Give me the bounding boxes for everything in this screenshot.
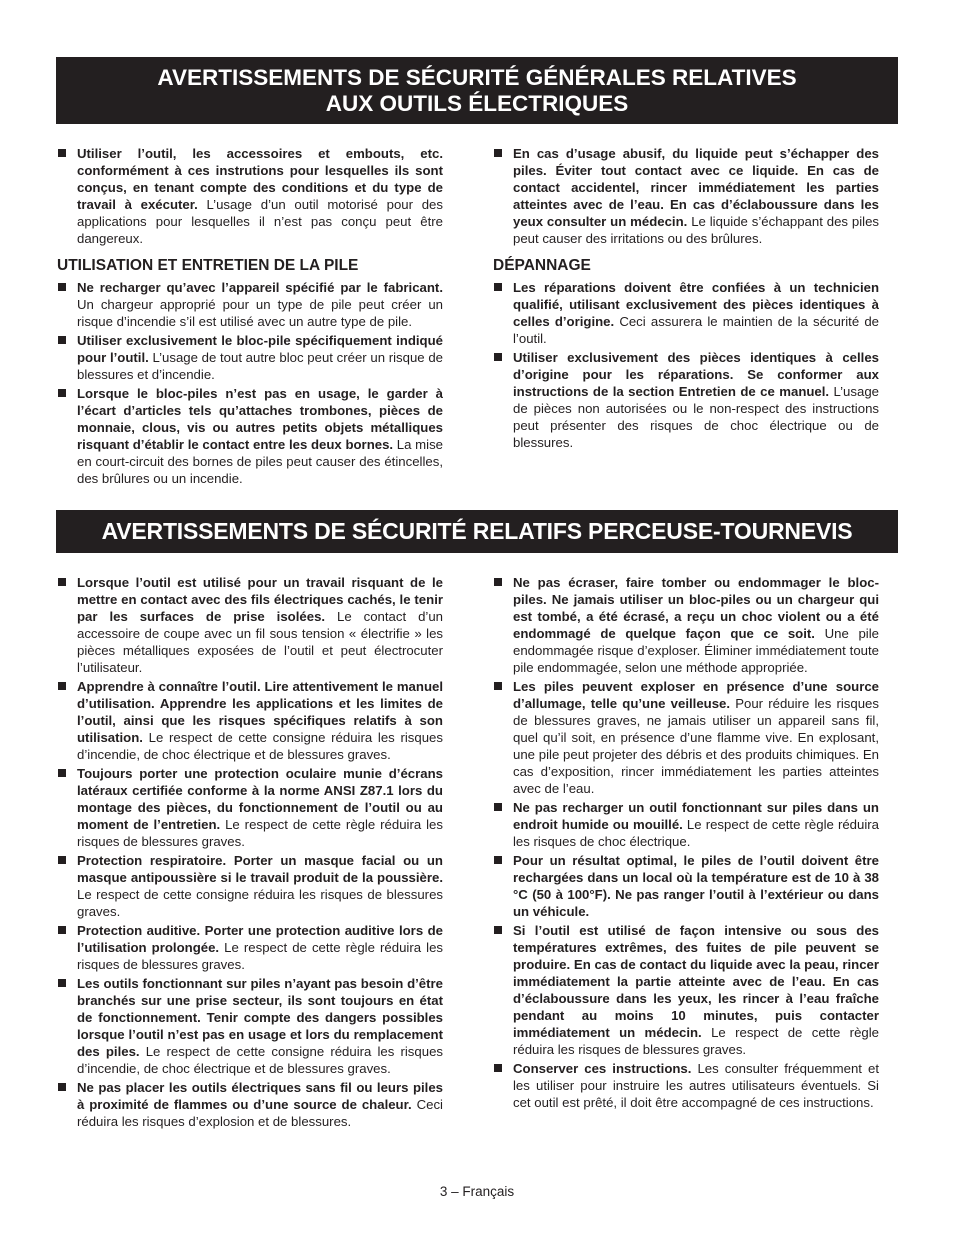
item-bold-text: Pour un résultat optimal, le piles de l’outil doivent être rechargées dans un local où la température est de 10 à 38 °C (50 à 100°F). Ne pas ranger l’outil à l’extérieur ou dans un véhicule. bbox=[513, 853, 879, 919]
item-bold-text: Utiliser exclusivement le bloc-pile spécifiquement indiqué pour l’outil. bbox=[77, 333, 443, 365]
item-text: Le respect de cette règle réduira les risques de blessures graves. bbox=[513, 1025, 879, 1057]
list-item bbox=[57, 852, 443, 920]
list-item bbox=[57, 574, 443, 676]
page-footer: 3 – Français bbox=[439, 1184, 515, 1199]
list-item bbox=[57, 279, 443, 330]
item-text: Le respect de cette règle réduira les risques de choc électrique. bbox=[513, 817, 879, 849]
section2-left-column bbox=[57, 574, 443, 1132]
section2-title: AVERTISSEMENTS DE SÉCURITÉ RELATIFS PERCEUSE-TOURNEVIS bbox=[101, 518, 853, 544]
item-bold-text: Lorsque le bloc-piles n’est pas en usage, le garder à l’écart d’articles tels qu’attaches trombones, pièces de monnaie, clous, vis ou autres petits objets métalliques risquant d’établir le contact entre les deux bornes. bbox=[77, 386, 443, 452]
item-bold-text: Ne pas recharger un outil fonctionnant sur piles dans un endroit humide ou mouillé. bbox=[513, 800, 879, 832]
liquid-list bbox=[493, 145, 879, 247]
list-item bbox=[57, 332, 443, 383]
square-bullet-icon bbox=[58, 336, 66, 344]
item-bold-text: Conserver ces instructions. bbox=[513, 1061, 692, 1076]
square-bullet-icon bbox=[58, 1083, 66, 1091]
square-bullet-icon bbox=[494, 353, 502, 361]
item-text: Ceci réduira les risques d’explosion et de blessures. bbox=[77, 1097, 443, 1129]
depannage-heading: DÉPANNAGE bbox=[493, 257, 591, 274]
item-bold-text: Apprendre à connaître l’outil. Lire attentivement le manuel d’utilisation. Apprendre les applications et les limites de l’outil, ainsi que les risques spécifiques relatifs à son utilisation. bbox=[77, 679, 443, 745]
square-bullet-icon bbox=[58, 682, 66, 690]
item-bold-text: En cas d’usage abusif, du liquide peut s’échapper des piles. Éviter tout contact avec ce liquide. En cas de contact accidentel, rincer immédiatement les parties atteintes avec de l’eau. En cas d’éclaboussure dans les yeux consulter un médecin. bbox=[513, 146, 879, 229]
item-text: Une pile endommagée risque d’exploser. Éliminer immédiatement toute pile endommagée, selon une méthode appropriée. bbox=[513, 626, 879, 675]
square-bullet-icon bbox=[58, 856, 66, 864]
list-item bbox=[493, 279, 879, 347]
item-bold-text: Protection respiratoire. Porter un masque facial ou un masque antipoussière si le travail produit de la poussière. bbox=[77, 853, 443, 885]
item-text: Le respect de cette consigne réduira les risques de blessures graves. bbox=[77, 887, 443, 919]
list-item bbox=[493, 1060, 879, 1111]
list-item bbox=[493, 799, 879, 850]
list-item bbox=[57, 922, 443, 973]
list-item bbox=[57, 975, 443, 1077]
item-bold-text: Les piles peuvent exploser en présence d’une source d’allumage, telle qu’une veilleuse. bbox=[513, 679, 879, 711]
list-item bbox=[493, 678, 879, 797]
list-item bbox=[57, 145, 443, 247]
list-item bbox=[493, 349, 879, 451]
item-text: Ceci assurera le maintien de la sécurité de l’outil. bbox=[513, 314, 879, 346]
square-bullet-icon bbox=[58, 926, 66, 934]
item-bold-text: Protection auditive. Porter une protection auditive lors de l’utilisation prolongée. bbox=[77, 923, 443, 955]
item-bold-text: Utiliser l’outil, les accessoires et embouts, etc. conformément à ces instrutions pour lesquelles ils sont conçus, en tenant compte des conditions et du type de travail à exécuter. bbox=[77, 146, 443, 212]
item-text: Le respect de cette règle réduira les risques de blessures graves. bbox=[77, 817, 443, 849]
battery-list bbox=[57, 279, 443, 487]
section1-title-line2: AUX OUTILS ÉLECTRIQUES bbox=[325, 91, 629, 116]
square-bullet-icon bbox=[58, 283, 66, 291]
list-item bbox=[493, 922, 879, 1058]
item-text: Les consulter fréquemment et les utiliser pour instruire les autres utilisateurs éventuels. Si cet outil est prêté, il doit être accompagné de ces instructions. bbox=[513, 1061, 879, 1110]
square-bullet-icon bbox=[494, 149, 502, 157]
square-bullet-icon bbox=[494, 283, 502, 291]
drill-safety-list-right bbox=[493, 574, 879, 1111]
item-bold-text: Si l’outil est utilisé de façon intensive ou sous des températures extrêmes, des fuites de pile peuvent se produire. En cas de contact du liquide avec la peau, rincer immédiatement la partie atteinte avec de l’eau. En cas d’éclaboussure dans les yeux, les rincer à l’eau fraîche pendant au moins 10 minutes, puis contacter immédiatement un médecin. bbox=[513, 923, 879, 1040]
item-text: L’usage de pièces non autorisées ou le non-respect des instructions peut présenter des risques de choc électrique ou de blessures. bbox=[513, 384, 879, 450]
item-bold-text: Les outils fonctionnant sur piles n’ayant pas besoin d’être branchés sur une prise secteur, ils sont toujours en état de fonctionnement. Tenir compte des dangers possibles lorsque l’outil n’est pas en usage et lors du remplacement des piles. bbox=[77, 976, 443, 1059]
square-bullet-icon bbox=[58, 769, 66, 777]
drill-safety-list-left bbox=[57, 574, 443, 1130]
list-item bbox=[493, 852, 879, 920]
section2-right-column bbox=[493, 574, 879, 1113]
item-text: Pour réduire les risques de blessures graves, ne jamais utiliser un appareil sans fil, quel qu’il soit, en présence d’une flamme vive. En explosant, une pile peut projeter des débris et des produits chimiques. En cas d’exposition, rincer immédiatement les parties atteintes avec de l’eau. bbox=[513, 696, 879, 796]
item-text: L’usage de tout autre bloc peut créer un risque de blessures et d’incendie. bbox=[77, 350, 443, 382]
list-item bbox=[493, 574, 879, 676]
section2-title-banner bbox=[56, 510, 898, 553]
square-bullet-icon bbox=[494, 803, 502, 811]
square-bullet-icon bbox=[494, 856, 502, 864]
section1-title-line1: AVERTISSEMENTS DE SÉCURITÉ GÉNÉRALES RELATIVES bbox=[157, 65, 797, 90]
general-list bbox=[57, 145, 443, 247]
square-bullet-icon bbox=[58, 578, 66, 586]
section1-title-banner bbox=[56, 57, 898, 124]
item-text: Le respect de cette règle réduira les risques de blessures graves. bbox=[77, 940, 444, 972]
item-bold-text: Ne recharger qu’avec l’appareil spécifié par le fabricant. bbox=[77, 280, 443, 295]
item-text: Le respect de cette consigne réduira les risques d’incendie, de choc électrique et de blessures graves. bbox=[77, 1044, 443, 1076]
list-item bbox=[57, 1079, 443, 1130]
square-bullet-icon bbox=[494, 682, 502, 690]
square-bullet-icon bbox=[58, 389, 66, 397]
item-bold-text: Ne pas écraser, faire tomber ou endommager le bloc-piles. Ne jamais utiliser un bloc-piles ou un chargeur qui est tombé, a été écrasé, a reçu un choc violent ou a été endommagé de quelque façon que ce soit. bbox=[513, 575, 879, 641]
square-bullet-icon bbox=[494, 926, 502, 934]
item-bold-text: Lorsque l’outil est utilisé pour un travail risquant de le mettre en contact avec des fils électriques cachés, le tenir par les surfaces de prise isolées. bbox=[77, 575, 443, 624]
square-bullet-icon bbox=[58, 149, 66, 157]
list-item bbox=[57, 765, 443, 850]
item-text: Le contact d’un accessoire de coupe avec un fil sous tension « électrifie » les pièces métalliques exposées de l’outil et peut électrocuter l’utilisateur. bbox=[77, 609, 443, 675]
square-bullet-icon bbox=[494, 1064, 502, 1072]
item-text: Le respect de cette consigne réduira les risques d’incendie, de choc électrique et de blessures graves. bbox=[77, 730, 443, 762]
depannage-list bbox=[493, 279, 879, 451]
section1-right-column bbox=[493, 145, 879, 453]
item-text: L’usage d’un outil motorisé pour des applications pour lesquelles il n’est pas conçu peut être dangereux. bbox=[77, 197, 443, 246]
section1-left-column bbox=[57, 145, 443, 489]
list-item bbox=[57, 385, 443, 487]
item-bold-text: Ne pas placer les outils électriques sans fil ou leurs piles à proximité de flammes ou d’une source de chaleur. bbox=[77, 1080, 443, 1112]
list-item bbox=[493, 145, 879, 247]
item-bold-text: Les réparations doivent être confiées à un technicien qualifié, utilisant exclusivement des pièces identiques à celles d’origine. bbox=[513, 280, 879, 329]
item-text: Le liquide s’échappant des piles peut causer des irritations ou des brûlures. bbox=[513, 214, 880, 246]
item-text: La mise en court-circuit des bornes de piles peut causer des étincelles, des brûlures ou un incendie. bbox=[77, 437, 443, 486]
item-bold-text: Utiliser exclusivement des pièces identiques à celles d’origine pour les réparations. Se conformer aux instructions de la section Entretien de ce manuel. bbox=[513, 350, 879, 399]
item-text: Un chargeur approprié pour un type de pile peut créer un risque d’incendie s’il est utilisé avec un autre type de pile. bbox=[77, 297, 443, 329]
item-bold-text: Toujours porter une protection oculaire munie d’écrans latéraux certifiée conforme à la norme ANSI Z87.1 lors du montage des pièces, du fonctionnement de l’outil ou au moment de l’entretien. bbox=[77, 766, 443, 832]
square-bullet-icon bbox=[58, 979, 66, 987]
battery-heading: UTILISATION ET ENTRETIEN DE LA PILE bbox=[57, 257, 359, 274]
list-item bbox=[57, 678, 443, 763]
square-bullet-icon bbox=[494, 578, 502, 586]
